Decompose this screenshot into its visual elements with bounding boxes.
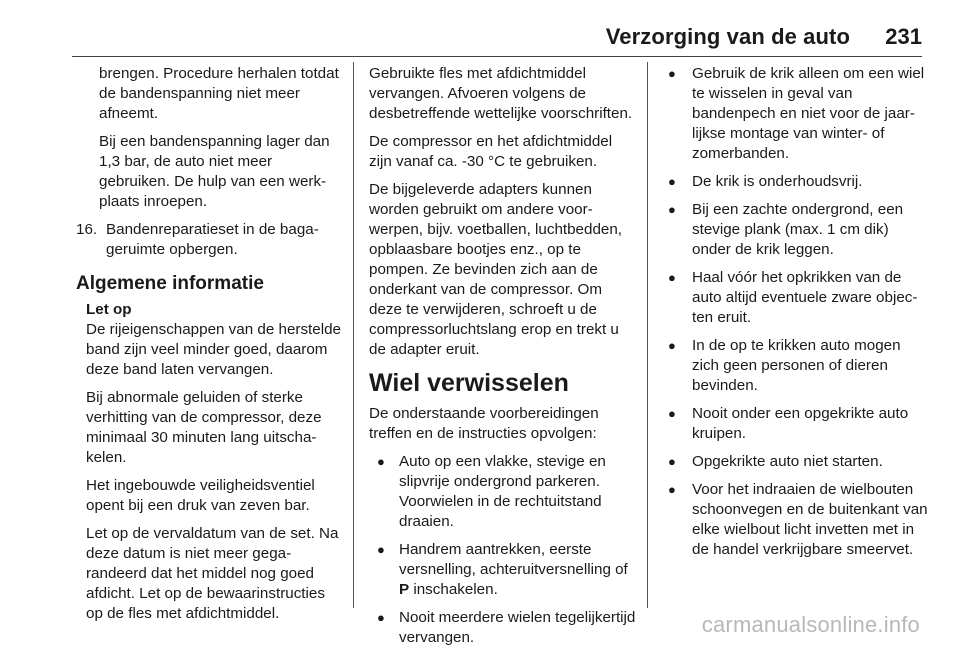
bullet-icon: ●	[377, 610, 385, 625]
list-item-text: Nooit meerdere wielen tegelijkertijd vervangen.	[399, 609, 636, 646]
list-item-text: Opgekrikte auto niet starten.	[692, 453, 883, 470]
column-3	[662, 64, 928, 606]
paragraph: Let op de vervaldatum van de set. Na deze datum is niet meer gegarandeerd dat het middel nog goed afdicht. Let op de bewaarinstructies op de fles met afdichtmiddel.	[86, 525, 339, 622]
list-item	[662, 64, 928, 164]
continued-paragraph-1: brengen. Procedure herhalen totdat de bandenspanning niet meer afneemt.	[99, 65, 339, 122]
letop-block	[86, 300, 346, 624]
letop-title: Let op	[86, 301, 132, 318]
item-text: Bandenreparatieset in de bagageruimte opbergen.	[106, 221, 319, 258]
list-item-text-post: inschakelen.	[409, 581, 498, 598]
bullet-list	[662, 64, 928, 560]
list-item	[662, 452, 928, 472]
list-item-text: Gebruik de krik alleen om een wiel te wisselen in geval van bandenpech en niet voor de jaarlijkse montage van winter- of zomerbanden.	[692, 65, 925, 162]
list-item	[369, 540, 637, 600]
bullet-icon: ●	[668, 202, 676, 217]
bullet-icon: ●	[668, 66, 676, 81]
page-number: 231	[885, 24, 922, 49]
header-title: Verzorging van de auto	[605, 24, 850, 49]
intro-paragraph: De onderstaande voorbereidingen treffen en de instructies opvolgen:	[369, 405, 599, 442]
bullet-list	[369, 452, 637, 648]
list-item	[369, 608, 637, 648]
list-item-text: Haal vóór het opkrikken van de auto altijd eventuele zware objecten eruit.	[692, 269, 918, 326]
page-header	[0, 0, 960, 56]
paragraph: De bijgeleverde adapters kunnen worden gebruikt om andere voorwerpen, bijv. voetballen, luchtbedden, opblaasbare bootjes enz., op te pompen. Ze bevinden zich aan de onderkant van de compressor. Om deze te verwijderen, schroeft u de compressorluchtslang erop en trekt u de adapter eruit.	[369, 181, 623, 358]
numbered-item-16	[76, 220, 346, 260]
list-item	[662, 404, 928, 444]
list-item	[662, 200, 928, 260]
item-number: 16.	[76, 221, 98, 238]
list-item-text: In de op te krikken auto mogen zich geen personen of dieren bevinden.	[692, 337, 901, 394]
paragraph: De rijeigenschappen van de herstelde band zijn veel minder goed, daarom deze band laten vervangen.	[86, 321, 341, 378]
section-title-wiel-verwisselen: Wiel verwisselen	[369, 369, 569, 397]
list-item	[662, 268, 928, 328]
list-item-text: Nooit onder een opgekrikte auto kruipen.	[692, 405, 909, 442]
column-divider-1	[353, 62, 354, 608]
bullet-icon: ●	[668, 338, 676, 353]
header-rule	[72, 56, 922, 57]
list-item-text: Voor het indraaien de wielbouten schoonvegen en de buitenkant van elke wielbout licht invetten met in de handel verkrijgbare smeervet.	[692, 481, 928, 558]
list-item-text	[399, 540, 637, 600]
watermark: carmanualsonline.info	[701, 612, 920, 637]
column-1	[76, 64, 346, 622]
bullet-icon: ●	[668, 270, 676, 285]
column-divider-2	[647, 62, 648, 608]
continued-paragraph-2: Bij een bandenspanning lager dan 1,3 bar, de auto niet meer gebruiken. De hulp van een werkplaats inroepen.	[99, 133, 330, 210]
list-item	[662, 336, 928, 396]
list-item	[662, 172, 928, 192]
paragraph: Gebruikte fles met afdichtmiddel vervangen. Afvoeren volgens de desbetreffende wettelijke voorschriften.	[369, 65, 633, 122]
paragraph: Bij abnormale geluiden of sterke verhitting van de compressor, deze minimaal 30 minuten lang uitschakelen.	[86, 389, 322, 466]
list-item	[369, 452, 637, 532]
list-item-text: De krik is onderhoudsvrij.	[692, 173, 863, 190]
bullet-icon: ●	[668, 482, 676, 497]
paragraph: Het ingebouwde veiligheidsventiel opent bij een druk van zeven bar.	[86, 477, 315, 514]
bullet-icon: ●	[377, 542, 385, 557]
list-item-text-pre: Handrem aantrekken, eerste versnelling, achteruitversnelling of	[399, 541, 628, 578]
column-2	[369, 64, 637, 646]
bullet-icon: ●	[668, 454, 676, 469]
gear-p-label: P	[399, 581, 410, 598]
bullet-icon: ●	[668, 406, 676, 421]
section-title-algemene-informatie: Algemene informatie	[76, 273, 264, 294]
bullet-icon: ●	[377, 454, 385, 469]
list-item-text: Bij een zachte ondergrond, een stevige plank (max. 1 cm dik) onder de krik leggen.	[692, 201, 904, 258]
bullet-icon: ●	[668, 174, 676, 189]
list-item-text: Auto op een vlakke, stevige en slipvrije ondergrond parkeren. Voorwielen in de rechtuitstand draaien.	[399, 453, 606, 530]
list-item	[662, 480, 928, 560]
paragraph: De compressor en het afdichtmiddel zijn vanaf ca. -30 °C te gebruiken.	[369, 133, 613, 170]
